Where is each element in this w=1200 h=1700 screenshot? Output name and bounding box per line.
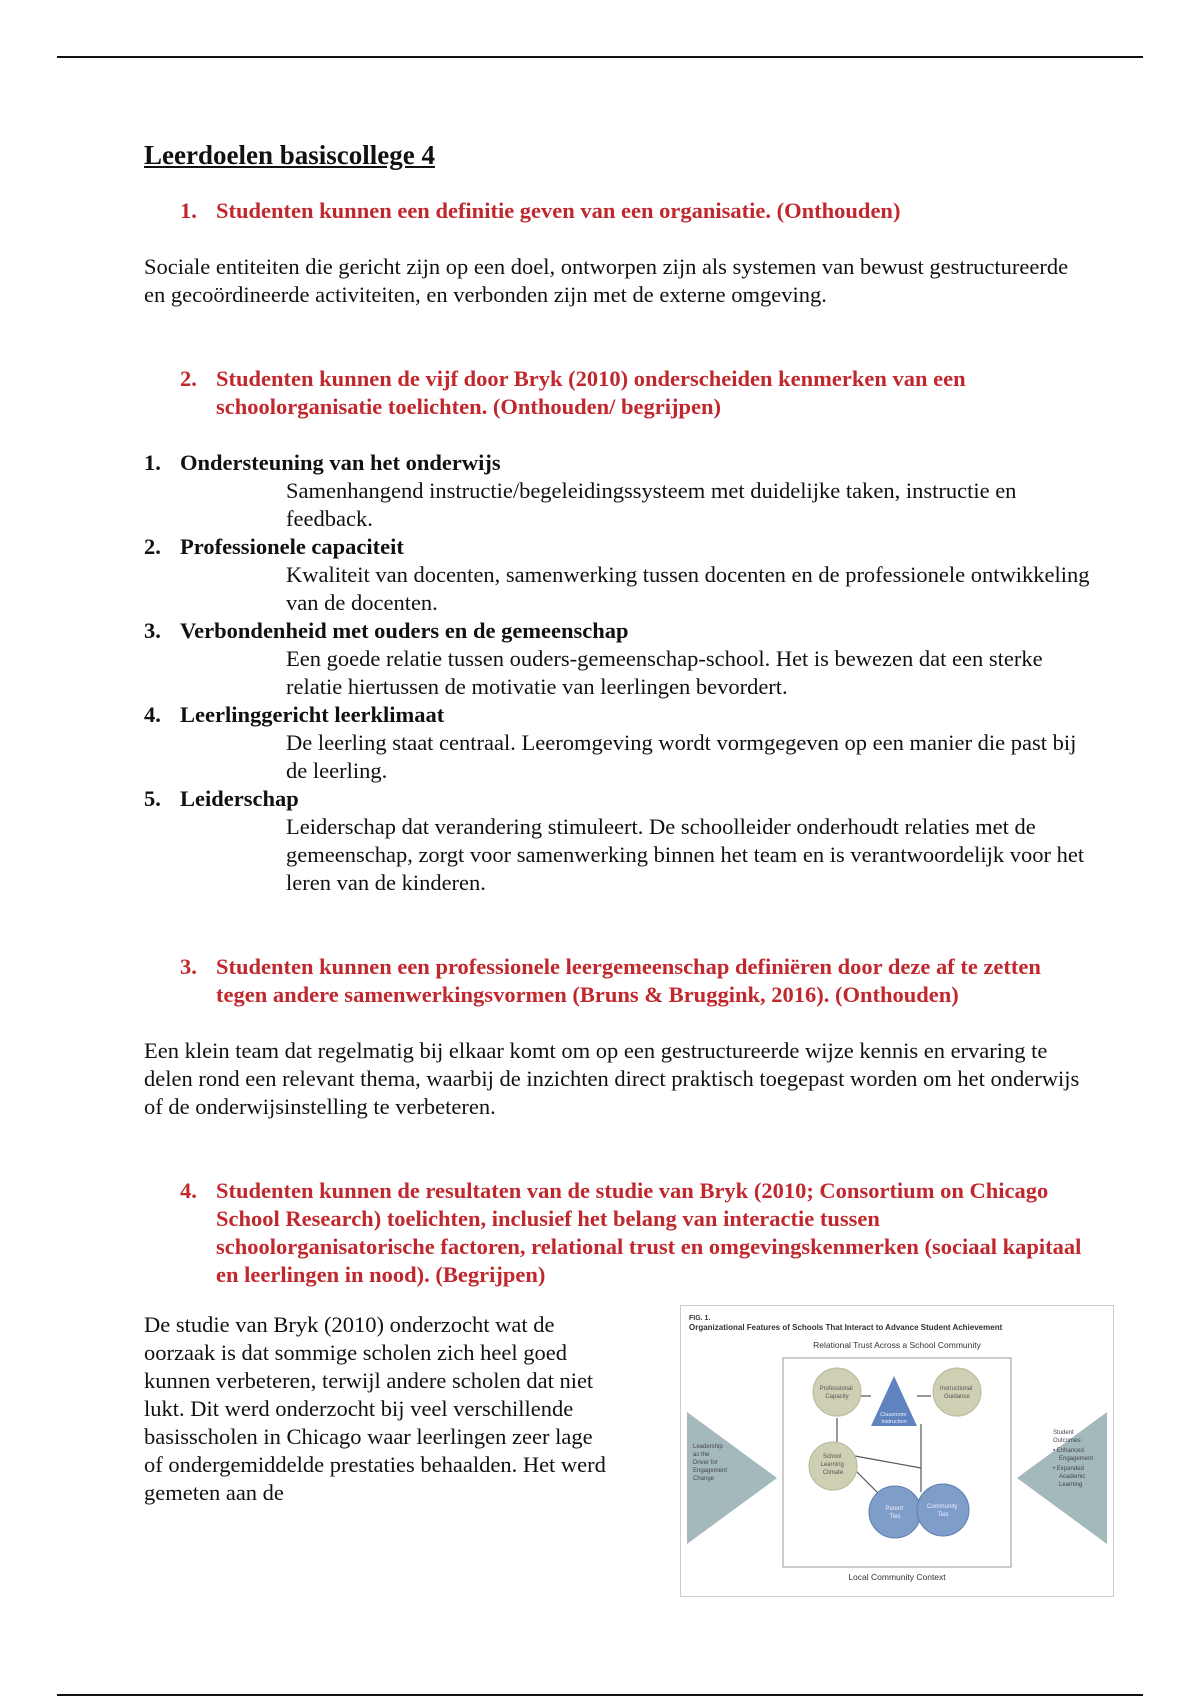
connector-line bbox=[855, 1456, 921, 1468]
goal-3 bbox=[180, 953, 1094, 1009]
left-arrow-text: Leadership as the Driver for Engagement Change bbox=[693, 1444, 728, 1482]
feature-title: 4. Leerlinggericht leerklimaat bbox=[144, 702, 445, 727]
study-text: De studie van Bryk (2010) onderzocht wat de oorzaak is dat sommige scholen zich heel goed kunnen verbeteren, terwijl andere scholen dat niet lukt. Dit werd onderzocht bij veel verschillende basisscholen in Chicago waar leerlingen zeer lage of ondergemiddelde prestaties behaalden. Het werd gemeten aan de bbox=[144, 1312, 606, 1505]
goal-text: Studenten kunnen de resultaten van de studie van Bryk (2010; Consortium on Chicago School Research) toelichten, inclusief het belang van interactie tussen schoolorganisatorische factoren, relational trust en omgevingskenmerken (sociaal kapitaal en leerlingen in nood). (Begrijpen) bbox=[216, 1178, 1082, 1287]
parent-ties-circle bbox=[869, 1486, 921, 1538]
professional-capacity-label: Professional Capacity bbox=[819, 1386, 853, 1400]
figure-top-label: Relational Trust Across a School Community bbox=[813, 1340, 981, 1350]
features-list bbox=[144, 449, 1094, 897]
goal-1 bbox=[180, 197, 1094, 225]
goal-number: 3. bbox=[180, 954, 197, 979]
learning-climate-label: School Learning Climate bbox=[820, 1454, 844, 1476]
bottom-rule bbox=[57, 1694, 1143, 1696]
community-ties-label: Community Ties bbox=[926, 1504, 958, 1518]
right-arrow-text: Student Outcomes: • Enhanced Engagement • Expanded Academic Learning bbox=[1053, 1430, 1094, 1488]
goal-2 bbox=[180, 365, 1094, 421]
study-section bbox=[144, 1311, 1094, 1597]
page-title: Leerdoelen basiscollege 4 bbox=[144, 140, 435, 170]
goal-text: Studenten kunnen een definitie geven van een organisatie. (Onthouden) bbox=[216, 198, 901, 223]
community-ties-circle bbox=[917, 1484, 969, 1536]
figure-bottom-label: Local Community Context bbox=[848, 1572, 946, 1582]
connector-line bbox=[855, 1470, 881, 1496]
feature-title: 1. Ondersteuning van het onderwijs bbox=[144, 450, 501, 475]
goal-number: 4. bbox=[180, 1178, 197, 1203]
feature-title: 2. Professionele capaciteit bbox=[144, 534, 404, 559]
feature-title: 5. Leiderschap bbox=[144, 786, 299, 811]
feature-description: Leiderschap dat verandering stimuleert. De schoolleider onderhoudt relaties met de gemeenschap, zorgt voor samenwerking binnen het team en is verantwoordelijk voor het leren van de kinderen. bbox=[286, 814, 1085, 895]
figure-title: Organizational Features of Schools That Interact to Advance Student Achievement bbox=[689, 1323, 1003, 1332]
top-rule bbox=[57, 56, 1143, 58]
feature-description: Een goede relatie tussen ouders-gemeenschap-school. Het is bewezen dat een sterke relatie hiertussen de motivatie van leerlingen bevordert. bbox=[286, 646, 1043, 699]
goal-number: 1. bbox=[180, 198, 197, 223]
document-body bbox=[144, 140, 1094, 1597]
plg-definition: Een klein team dat regelmatig bij elkaar komt om op een gestructureerde wijze kennis en ervaring te delen rond een relevant thema, waarbij de inzichten direct praktisch toegepast worden om het onderwijs of de onderwijsinstelling te verbeteren. bbox=[144, 1038, 1080, 1119]
instructional-guidance-label: Instructional Guidance bbox=[939, 1386, 973, 1400]
goal-text: Studenten kunnen de vijf door Bryk (2010) onderscheiden kenmerken van een schoolorganisatie toelichten. (Onthouden/ begrijpen) bbox=[216, 366, 966, 419]
professional-capacity-circle bbox=[813, 1368, 861, 1416]
feature-description: De leerling staat centraal. Leeromgeving wordt vormgegeven op een manier die past bij de leerling. bbox=[286, 730, 1077, 783]
goal-text: Studenten kunnen een professionele leergemeenschap definiëren door deze af te zetten tegen andere samenwerkingsvormen (Bruns & Bruggink, 2016). (Onthouden) bbox=[216, 954, 1041, 1007]
goal-number: 2. bbox=[180, 366, 197, 391]
figure-label: FIG. 1. bbox=[689, 1315, 711, 1322]
feature-title: 3. Verbondenheid met ouders en de gemeenschap bbox=[144, 618, 629, 643]
parent-ties-label: Parent Ties bbox=[885, 1506, 904, 1520]
bryk-figure bbox=[680, 1305, 1114, 1597]
classroom-instruction-label: Classroom Instruction bbox=[880, 1412, 907, 1425]
instructional-guidance-circle bbox=[933, 1368, 981, 1416]
feature-description: Kwaliteit van docenten, samenwerking tussen docenten en de professionele ontwikkeling van de docenten. bbox=[286, 562, 1090, 615]
organisation-definition: Sociale entiteiten die gericht zijn op een doel, ontworpen zijn als systemen van bewust gestructureerde en gecoördineerde activiteiten, en verbonden zijn met de externe omgeving. bbox=[144, 254, 1069, 307]
goal-4 bbox=[180, 1177, 1094, 1289]
feature-description: Samenhangend instructie/begeleidingssysteem met duidelijke taken, instructie en feedback. bbox=[286, 478, 1017, 531]
